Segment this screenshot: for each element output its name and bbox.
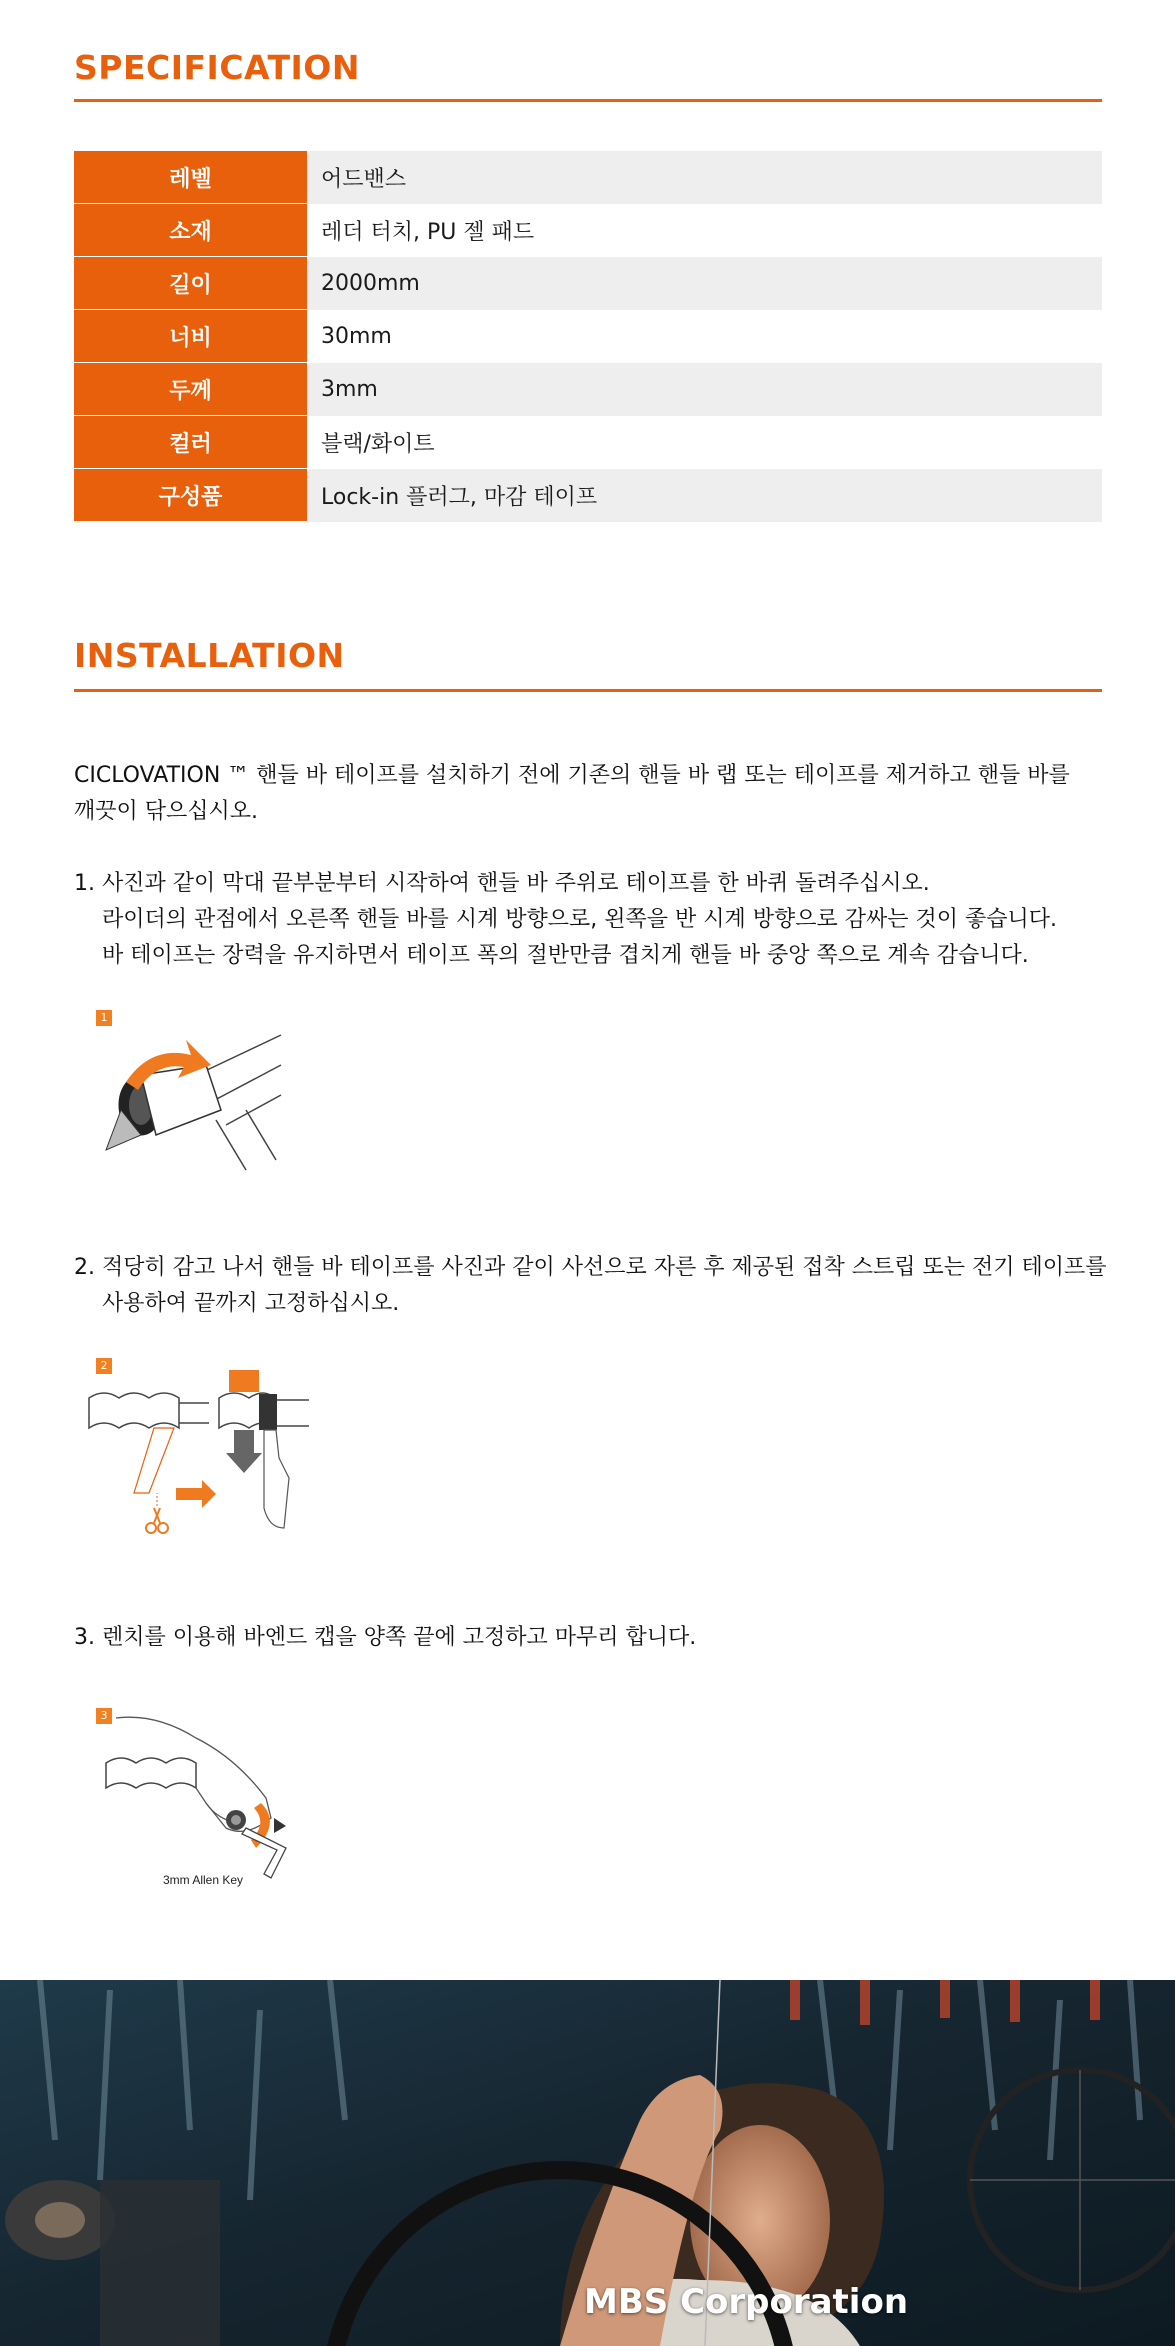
spec-row-components (74, 469, 1102, 522)
installation-title: INSTALLATION (74, 636, 345, 675)
step-2-text (74, 1250, 1134, 1322)
specification-title: SPECIFICATION (74, 48, 360, 87)
step-badge: 3 (96, 1708, 112, 1724)
spec-value: 블랙/화이트 (307, 416, 1102, 469)
spec-label: 소재 (74, 204, 307, 257)
allen-key-illustration (96, 1708, 316, 1893)
spec-row-color (74, 416, 1102, 469)
brand-name: MBS Corporation (584, 2282, 909, 2322)
intro-line: 깨끗이 닦으십시오. (74, 799, 259, 824)
intro-line: CICLOVATION ™ 핸들 바 테이프를 설치하기 전에 기존의 핸들 바 랩 또는 테이프를 제거하고 핸들 바를 (74, 763, 1070, 788)
installation-intro (74, 758, 1114, 830)
spec-row-level (74, 151, 1102, 204)
spec-value: Lock-in 플러그, 마감 테이프 (307, 469, 1102, 522)
step-1-text (74, 866, 1134, 974)
bar-wrap-illustration (96, 1010, 296, 1180)
spec-value: 레더 터치, PU 젤 패드 (307, 204, 1102, 257)
spec-row-thickness (74, 363, 1102, 416)
step-1-line: 라이더의 관점에서 오른쪽 핸들 바를 시계 방향으로, 왼쪽을 반 시계 방향으로 감싸는 것이 좋습니다. (102, 907, 1057, 932)
spec-label: 컬러 (74, 416, 307, 469)
spec-value: 어드밴스 (307, 151, 1102, 204)
step-1-figure (96, 1010, 296, 1180)
spec-row-material (74, 204, 1102, 257)
spec-table (74, 151, 1102, 522)
spec-value: 3mm (307, 363, 1102, 416)
spec-label: 너비 (74, 310, 307, 363)
specification-rule (74, 99, 1102, 102)
spec-row-length (74, 257, 1102, 310)
step-1-line: 1. 사진과 같이 막대 끝부분부터 시작하여 핸들 바 주위로 테이프를 한 바퀴 돌려주십시오. (74, 871, 930, 896)
spec-label: 레벨 (74, 151, 307, 204)
installation-rule (74, 689, 1102, 692)
spec-row-width (74, 310, 1102, 363)
step-badge: 2 (96, 1358, 112, 1374)
step-3-figure (96, 1708, 316, 1893)
spec-label: 길이 (74, 257, 307, 310)
step-2-line: 사용하여 끝까지 고정하십시오. (102, 1291, 400, 1316)
step-2-figure (84, 1358, 314, 1548)
cut-tape-illustration (84, 1358, 314, 1548)
spec-value: 2000mm (307, 257, 1102, 310)
allen-key-caption: 3mm Allen Key (163, 1873, 244, 1887)
step-2-line: 2. 적당히 감고 나서 핸들 바 테이프를 사진과 같이 사선으로 자른 후 제공된 접착 스트립 또는 전기 테이프를 (74, 1255, 1107, 1280)
step-badge: 1 (96, 1010, 112, 1026)
step-3-line: 3. 렌치를 이용해 바엔드 캡을 양쪽 끝에 고정하고 마무리 합니다. (74, 1625, 697, 1650)
step-3-text (74, 1620, 1134, 1656)
step-1-line: 바 테이프는 장력을 유지하면서 테이프 폭의 절반만큼 겹치게 핸들 바 중앙 쪽으로 계속 감습니다. (102, 943, 1029, 968)
scissors-icon (146, 1508, 168, 1533)
spec-value: 30mm (307, 310, 1102, 363)
spec-label: 두께 (74, 363, 307, 416)
spec-label: 구성품 (74, 469, 307, 522)
